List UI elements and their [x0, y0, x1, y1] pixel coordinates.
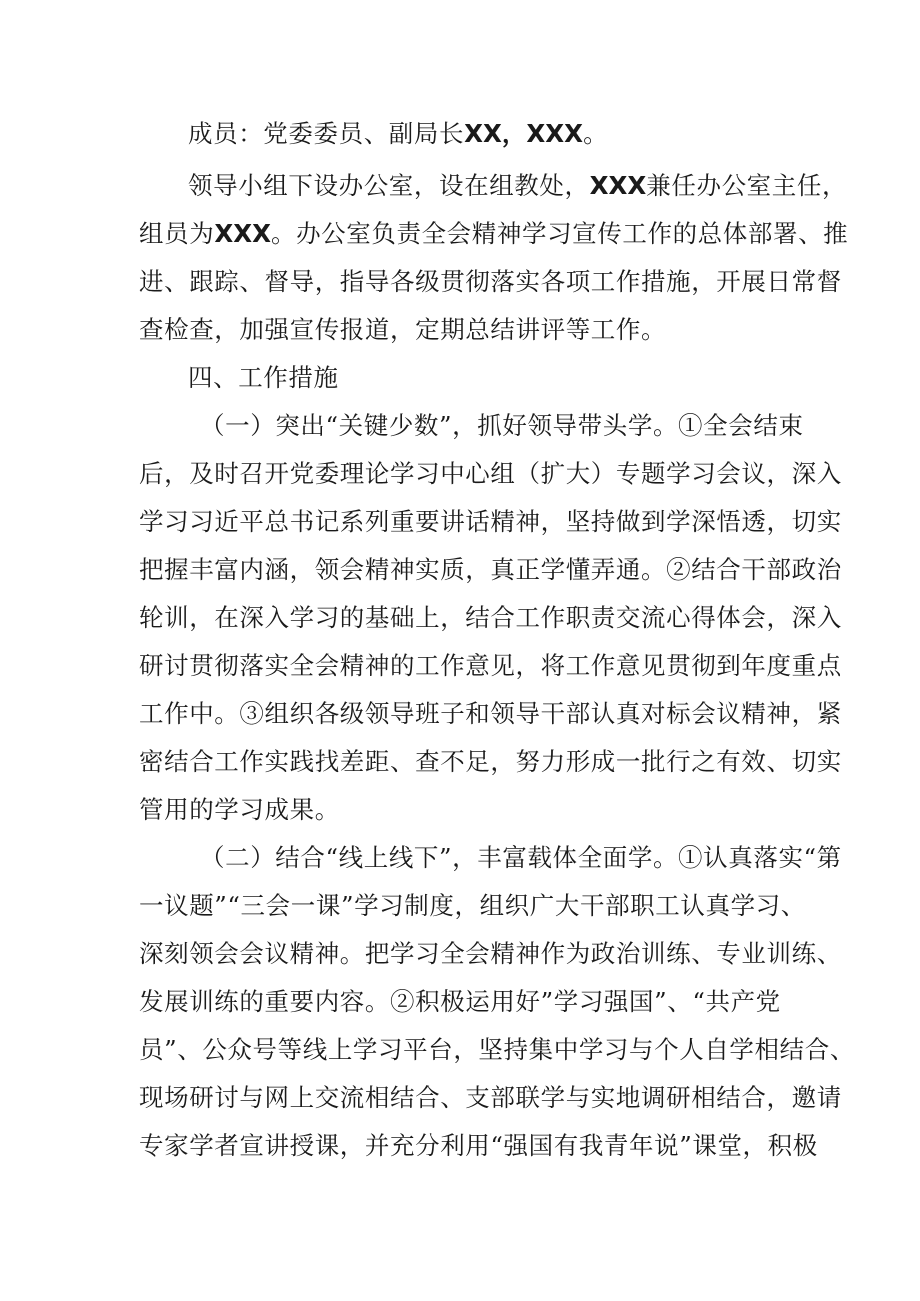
text-span: 兼任办公室主任， — [646, 171, 848, 200]
paragraph-line: 深刻领会会议精神。把学习全会精神作为政治训练、专业训练、 — [139, 939, 842, 968]
paragraph-line: 学习习近平总书记系列重要讲话精神，坚持做到学深悟透，切实 — [139, 507, 842, 536]
text-span: 领导小组下设办公室，设在组教处， — [188, 171, 590, 200]
paragraph-line: 查检查，加强宣传报道，定期总结讲评等工作。 — [139, 315, 667, 344]
paragraph-line: 员”、公众号等线上学习平台，坚持集中学习与个人自学相结合、 — [139, 1035, 855, 1064]
paragraph-line: （一）突出“关键少数”，抓好领导带头学。①全会结束 — [200, 411, 804, 440]
paragraph-line: 现场研讨与网上交流相结合、支部联学与实地调研相结合，邀请 — [139, 1083, 842, 1112]
paragraph-line: 管用的学习成果。 — [139, 795, 340, 824]
name-placeholder: XXX — [589, 171, 647, 200]
paragraph-line: 密结合工作实践找差距、查不足，努力形成一批行之有效、切实 — [139, 747, 842, 776]
paragraph-line: 轮训，在深入学习的基础上，结合工作职责交流心得体会，深入 — [139, 603, 842, 632]
members-line — [188, 110, 608, 158]
paragraph-line: 进、跟踪、督导，指导各级贯彻落实各项工作措施，开展日常督 — [139, 267, 842, 296]
paragraph-line: 一议题”“三会一课”学习制度，组织广大干部职工认真学习、 — [139, 891, 806, 920]
name-placeholder: XXX — [214, 219, 271, 248]
text-span: 。 — [583, 119, 609, 148]
paragraph-line: （二）结合“线上线下”，丰富载体全面学。①认真落实“第 — [200, 843, 842, 872]
name-placeholder: XX，XXX — [464, 119, 584, 148]
paragraph-line: 把握丰富内涵，领会精神实质，真正学懂弄通。②结合干部政治 — [139, 555, 842, 584]
paragraph-line: 研讨贯彻落实全会精神的工作意见，将工作意见贯彻到年度重点 — [139, 651, 842, 680]
paragraph-line: 后，及时召开党委理论学习中心组（扩大）专题学习会议，深入 — [139, 459, 842, 488]
paragraph-line — [188, 162, 847, 210]
paragraph-line: 发展训练的重要内容。②积极运用好”学习强国”、“共产党 — [139, 987, 781, 1016]
text-span: 。办公室负责全会精神学习宣传工作的总体部署、推 — [270, 219, 849, 248]
text-span: 组员为 — [139, 219, 215, 248]
paragraph-line: 工作中。③组织各级领导班子和领导干部认真对标会议精神，紧 — [139, 699, 842, 728]
paragraph-line — [139, 210, 848, 258]
section-heading: 四、工作措施 — [188, 363, 339, 392]
text-span: 成员：党委委员、副局长 — [188, 119, 465, 148]
paragraph-line: 专家学者宣讲授课，并充分利用“强国有我青年说”课堂，积极 — [139, 1131, 818, 1160]
